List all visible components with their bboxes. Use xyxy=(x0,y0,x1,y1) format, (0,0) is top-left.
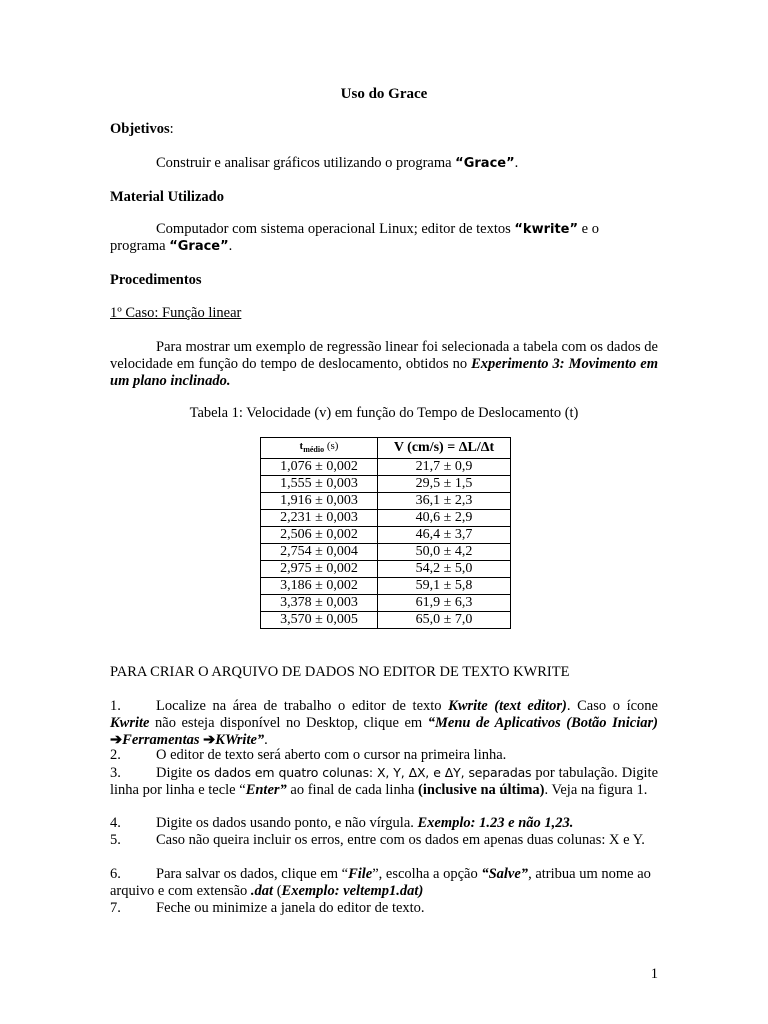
step-3 xyxy=(110,764,658,799)
time-cell: 1,916 ± 0,003 xyxy=(261,493,378,510)
objetivos-heading-line xyxy=(110,121,658,138)
velocity-cell: 65,0 ± 7,0 xyxy=(378,612,511,629)
step-2-text: O editor de texto será aberto com o cursor na primeira linha. xyxy=(156,747,507,763)
step-6-salve: “Salve” xyxy=(481,866,529,882)
step-6-text-a: Para salvar os dados, clique em “ xyxy=(156,866,349,882)
step-1-text-e: não esteja disponível no Desktop, clique em xyxy=(149,715,428,731)
velocity-cell: 59,1 ± 5,8 xyxy=(378,578,511,595)
step-number: 7. xyxy=(110,900,121,916)
material-text-pre: Computador com sistema operacional Linux; editor de textos xyxy=(156,221,515,237)
step-3-columns: os dados em quatro colunas: X, Y, ΔX, e ΔY, separadas xyxy=(196,765,532,780)
table-row xyxy=(261,595,511,612)
velocity-cell: 50,0 ± 4,2 xyxy=(378,544,511,561)
header-velocity: V (cm/s) = ΔL/Δt xyxy=(378,438,511,459)
velocity-cell: 29,5 ± 1,5 xyxy=(378,476,511,493)
velocity-cell: 40,6 ± 2,9 xyxy=(378,510,511,527)
objetivos-colon: : xyxy=(169,121,174,137)
step-1-menu-path: “Menu de Aplicativos (Botão Iniciar) xyxy=(427,715,658,731)
velocity-cell: 61,9 ± 6,3 xyxy=(378,595,511,612)
step-1-ferramentas: Ferramentas xyxy=(122,732,204,748)
step-6-text-e: , atribua um nome ao arquivo e com extensão xyxy=(110,866,651,899)
time-cell: 3,378 ± 0,003 xyxy=(261,595,378,612)
step-number: 6. xyxy=(110,866,121,882)
grace-program-name-2: “Grace” xyxy=(169,239,229,254)
time-cell: 3,570 ± 0,005 xyxy=(261,612,378,629)
velocity-cell: 21,7 ± 0,9 xyxy=(378,459,511,476)
step-number: 4. xyxy=(110,815,121,831)
experimento-reference: Experimento 3: Movimento em um plano inclinado. xyxy=(110,356,658,389)
table-row xyxy=(261,544,511,561)
step-6-extension: .dat xyxy=(250,883,274,899)
step-3-text-a: Digite xyxy=(156,765,197,781)
procedimentos-paragraph-text: Para mostrar um exemplo de regressão linear foi selecionada a tabela com os dados de velocidade em função do tempo de deslocamento, obtidos no xyxy=(110,339,658,372)
caso-subheading: 1º Caso: Função linear xyxy=(110,305,242,321)
time-cell: 2,231 ± 0,003 xyxy=(261,510,378,527)
step-3-text-e: ao final de cada linha xyxy=(286,782,419,798)
velocity-cell: 54,2 ± 5,0 xyxy=(378,561,511,578)
step-3-text-c: por tabulação. Digite linha por linha e tecle “ xyxy=(110,765,659,798)
table-caption: Tabela 1: Velocidade (v) em função do Tempo de Deslocamento (t) xyxy=(189,405,579,421)
arrow-right-icon: ➔ xyxy=(203,732,216,748)
objetivos-text xyxy=(110,155,658,172)
step-7-text: Feche ou minimize a janela do editor de texto. xyxy=(156,900,425,916)
step-3-inclusive: (inclusive na última) xyxy=(418,782,545,798)
velocity-cell: 46,4 ± 3,7 xyxy=(378,527,511,544)
kwrite-program-name: “kwrite” xyxy=(514,222,579,237)
header-time-symbol: t xyxy=(299,440,304,452)
page-number: 1 xyxy=(650,966,658,982)
table-row xyxy=(261,612,511,629)
time-cell: 2,975 ± 0,002 xyxy=(261,561,378,578)
step-3-enter: Enter” xyxy=(245,782,287,798)
time-cell: 1,076 ± 0,002 xyxy=(261,459,378,476)
step-6 xyxy=(110,866,658,900)
arrow-right-icon: ➔ xyxy=(110,732,123,748)
step-1 xyxy=(110,698,658,749)
step-5 xyxy=(110,832,658,849)
material-text-mid: e o programa xyxy=(110,221,599,254)
header-time-unit: (s) xyxy=(324,440,339,452)
table-row xyxy=(261,578,511,595)
step-6-paren: ( xyxy=(273,883,282,899)
material-text xyxy=(110,221,658,255)
time-cell: 1,555 ± 0,003 xyxy=(261,476,378,493)
objetivos-heading: Objetivos xyxy=(110,121,170,137)
time-cell: 2,506 ± 0,002 xyxy=(261,527,378,544)
velocity-cell: 36,1 ± 2,3 xyxy=(378,493,511,510)
step-number: 3. xyxy=(110,765,121,781)
section-heading: PARA CRIAR O ARQUIVO DE DADOS NO EDITOR DE TEXTO KWRITE xyxy=(110,664,570,680)
step-4 xyxy=(110,815,658,832)
step-4-text: Digite os dados usando ponto, e não vírgula. xyxy=(156,815,418,831)
velocity-table xyxy=(260,437,511,629)
step-number: 1. xyxy=(110,698,121,714)
table-header-row xyxy=(261,438,511,459)
step-number: 2. xyxy=(110,747,121,763)
procedimentos-paragraph xyxy=(110,339,658,390)
step-number: 5. xyxy=(110,832,121,848)
table-row xyxy=(261,510,511,527)
step-1-text-a: Localize na área de trabalho o editor de texto xyxy=(156,698,449,714)
step-4-example: Exemplo: 1.23 e não 1,23. xyxy=(417,815,574,831)
table-row xyxy=(261,476,511,493)
header-time-subscript: médio xyxy=(303,445,325,455)
step-1-text-c: . Caso o ícone xyxy=(566,698,658,714)
step-1-kwrite-menu: KWrite” xyxy=(215,732,265,748)
table-row xyxy=(261,493,511,510)
step-1-kwrite: Kwrite xyxy=(110,715,150,731)
document-page xyxy=(110,0,658,1024)
step-2 xyxy=(110,747,658,764)
material-heading: Material Utilizado xyxy=(110,189,224,205)
objetivos-text-post: . xyxy=(514,155,519,171)
procedimentos-heading: Procedimentos xyxy=(110,272,202,288)
time-cell: 3,186 ± 0,002 xyxy=(261,578,378,595)
step-7 xyxy=(110,900,658,917)
grace-program-name: “Grace” xyxy=(455,156,515,171)
time-cell: 2,754 ± 0,004 xyxy=(261,544,378,561)
table-row xyxy=(261,561,511,578)
step-3-text-g: . Veja na figura 1. xyxy=(544,782,648,798)
step-6-example: Exemplo: veltemp1.dat) xyxy=(281,883,424,899)
objetivos-text-pre: Construir e analisar gráficos utilizando o programa xyxy=(156,155,456,171)
step-6-file: File xyxy=(348,866,373,882)
table-row xyxy=(261,527,511,544)
step-5-text: Caso não queira incluir os erros, entre com os dados em apenas duas colunas: X e Y. xyxy=(156,832,645,848)
document-title: Uso do Grace xyxy=(340,86,428,102)
step-1-period: . xyxy=(264,732,268,748)
header-time xyxy=(261,438,378,459)
step-6-text-c: ”, escolha a opção xyxy=(372,866,482,882)
step-1-kwrite-ref: Kwrite (text editor) xyxy=(448,698,567,714)
material-text-post: . xyxy=(228,238,233,254)
table-row xyxy=(261,459,511,476)
